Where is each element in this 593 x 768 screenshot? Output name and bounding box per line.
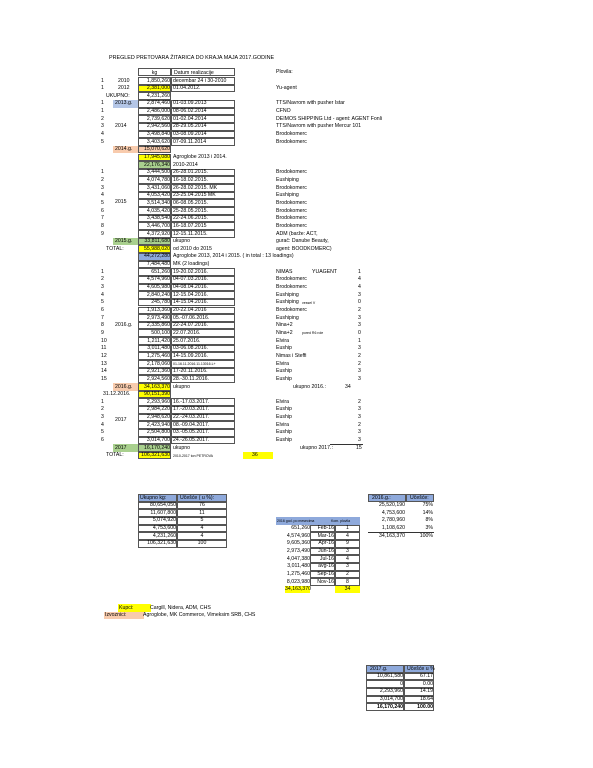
monthly-month: Jul-16 (319, 555, 334, 562)
agroglobe-text: Agroglobe 2013, 2014 i 2015. ( in total : 13 loadings) (173, 253, 294, 260)
kg-value: 651,260 (151, 268, 170, 275)
row-number: 1 (101, 398, 104, 405)
date-value: 28-29.05.2014 (173, 123, 207, 130)
ship-name: Eushiping (276, 192, 299, 199)
ship-name: Eushiping (276, 314, 299, 321)
kg-value: 245,780 (151, 299, 170, 306)
ship-name: Elvira (276, 360, 289, 367)
date-value: 28.-30.11.2016. (173, 375, 209, 382)
ship-name: Euship (276, 429, 292, 436)
kg-value: 2,973,490 (146, 314, 170, 321)
row-number: 4 (101, 131, 104, 138)
vessel-count: 3 (358, 368, 361, 375)
monthly-kg: 651,260 (291, 525, 310, 532)
row-number: 9 (101, 329, 104, 336)
row-number: 8 (101, 322, 104, 329)
s2016-kg: 25,520,190 (379, 502, 405, 509)
monthly-total: 34,163,370 (285, 586, 311, 593)
vessel-count: 2 (358, 398, 361, 405)
s2017-percent: 14.19 (420, 688, 433, 695)
vessel-count: 4 (358, 284, 361, 291)
vessel-count: 3 (358, 429, 361, 436)
ship-name: Brodokomerc (276, 207, 307, 214)
summary-percent: 100 (197, 540, 207, 547)
row-number: 5 (101, 138, 104, 145)
summary-kg: 80,654,050 (150, 502, 176, 509)
date-value: 16-18.07.2015 (173, 222, 207, 229)
kg-value: 2,874,460 (146, 100, 170, 107)
summary-kg: 4,231,260 (152, 532, 176, 539)
total-value: 55,988,020 (144, 245, 170, 252)
ship-name: Euship (276, 406, 292, 413)
year-total-value: 33,811,680 (144, 238, 170, 245)
row-number: 5 (101, 199, 104, 206)
s2016-kg: 1,108,620 (381, 525, 405, 532)
monthly-count: 3 (346, 563, 349, 570)
ship-name: Elvira (276, 337, 289, 344)
date-value: 14-15.09.2016. (173, 352, 208, 359)
kg-value: 2,293,960 (146, 398, 170, 405)
year-label: 2017 (115, 417, 127, 424)
row-number: 1 (101, 85, 104, 92)
date-value: 01.04.2012. (173, 85, 201, 92)
monthly-count: 4 (346, 532, 349, 539)
year-label: 2015 (115, 199, 127, 206)
row-number: 2 (101, 276, 104, 283)
row-number: 1 (101, 108, 104, 115)
vessel-count: 1 (358, 337, 361, 344)
year-total-value: 15,070,620 (144, 146, 170, 153)
row-number: 13 (101, 360, 107, 367)
ship-name: Brodokomerc (276, 307, 307, 313)
summary-kg: 106,321,630 (147, 540, 176, 547)
mk-text: MK (2 loadings) (173, 261, 210, 268)
kg-value: 1,275,460 (146, 352, 170, 359)
year-total-value: 34,163,370 (144, 383, 170, 390)
year-label: 2016.g. (115, 321, 133, 328)
kg-value: 3,438,540 (146, 215, 170, 222)
monthly-month: Nov-16 (317, 578, 334, 585)
ship-name: TTS/Navrom with pusher Istar (276, 100, 345, 107)
date-value: 05.-07.06.2016. (173, 314, 210, 321)
row-number: 2 (101, 406, 104, 413)
grand-total-value: 106,321,630 (141, 452, 170, 459)
year-total-text: ukupno (173, 383, 191, 390)
ship-name: ADM (barže: ACT, (276, 230, 318, 237)
s2017-kg: 3,014,700 (379, 696, 403, 703)
kg-value: 3,431,060 (146, 184, 170, 191)
agroglobe-value: 17,945,080 (144, 154, 170, 160)
s2017-header: Učešće u % (407, 665, 435, 672)
vessel-count: 2 (358, 352, 361, 359)
row-number: 6 (101, 437, 104, 444)
kg-value: 3,403,620 (146, 138, 170, 145)
monthly-count: 8 (346, 578, 349, 585)
kg-value: 3,011,480 (147, 345, 170, 352)
vessel-count: 3 (358, 414, 361, 421)
s2017-percent: 67.17 (420, 673, 433, 680)
s2017-kg: 2,293,960 (379, 688, 403, 695)
monthly-kg: 4,047,380 (286, 555, 310, 562)
date-value: decembar 24 i 30-2010 (173, 77, 227, 84)
total-label: TOTAL: (106, 245, 124, 252)
vessel-count: 3 (358, 437, 361, 444)
row-number: 1 (101, 169, 104, 176)
year-label: 2012 (118, 85, 130, 92)
kg-value: 1,913,360 (146, 307, 170, 313)
kg-value: 2,984,220 (146, 406, 170, 413)
grand-total-count: 36 (252, 452, 258, 459)
row-number: 12 (101, 352, 107, 359)
row-number: 11 (101, 345, 107, 352)
date-value: 23-25.04.2015 MK (173, 192, 216, 199)
range-text: 2010-2014 (173, 161, 198, 168)
date-value: 22.-24.03.2017. (173, 414, 210, 421)
summary-percent: 11 (199, 509, 205, 516)
ukupno-count: 34 (345, 383, 351, 390)
vessel-count: 3 (358, 375, 361, 382)
monthly-count: 9 (346, 540, 349, 547)
summary-percent: 4 (200, 532, 204, 539)
ship-extra: agent: BOODKOMERC) (276, 245, 332, 252)
monthly-kg: 4,574,960 (286, 532, 310, 539)
date-value: 01-03.09.2013 (173, 100, 207, 107)
total-text: od 2010 do 2015 (173, 245, 212, 252)
s2016-percent: 3% (425, 525, 433, 532)
s2017-total-percent: 100.00 (417, 703, 433, 710)
ship-extra: gurač: Danube Beauty, (276, 238, 329, 245)
row-number: 14 (101, 368, 107, 375)
kg-header: kg (151, 69, 158, 76)
monthly-header: Kom. plovila (331, 519, 351, 523)
monthly-kg: 9,605,360 (286, 540, 310, 547)
s2017-kg: 10,861,580 (377, 673, 403, 680)
izvoznici-text: Agroglobe, MK Commerce, Vimeksim SRB, CHS (143, 612, 256, 619)
vessel-count: 3 (358, 314, 361, 321)
date-value: 07-09.11.2014 (173, 138, 207, 145)
row-number: 10 (101, 337, 107, 344)
monthly-count: 2 (346, 571, 349, 578)
vessel-count: 3 (358, 345, 361, 352)
kg-value: 2,942,560 (146, 123, 170, 130)
year-total-label: 2017 (115, 444, 127, 451)
summary-percent: 5 (200, 517, 204, 524)
kg-value: 2,335,860 (146, 322, 170, 329)
kg-value: 500,100 (151, 329, 170, 336)
kg-value: 2,840,240 (146, 291, 170, 298)
row-number: 1 (101, 100, 104, 107)
ship-name: Brodokomerc (276, 199, 307, 206)
agroglobe-value: 44,272,280 (144, 253, 170, 260)
row-number: 6 (101, 207, 104, 214)
s2016-total-percent: 100% (419, 532, 433, 539)
year-total-label: 2014.g. (115, 146, 133, 153)
date-value: 01-16.11.2016.11.13016.L+ (173, 361, 216, 366)
date-value: 16.-17.03.2017. (173, 398, 210, 405)
kg-value: 3,514,340 (146, 199, 170, 206)
cumulative-value: 90,151,390 (144, 391, 170, 398)
s2017-percent: 18.64 (420, 696, 433, 703)
s2016-percent: 8% (425, 517, 433, 524)
ship-name: Brodokomerc (276, 284, 307, 291)
kg-value: 2,178,060 (146, 360, 170, 367)
ship-name: Brodokomerc (276, 169, 307, 176)
ship-name: Brodokomerc (276, 131, 307, 138)
row-number: 1 (101, 268, 104, 275)
date-value: 25.07.2016. (173, 337, 201, 344)
row-number: 3 (101, 123, 104, 130)
date-value: 19-20.02.2016. (173, 268, 208, 275)
ship-name: Euship (276, 414, 292, 421)
vessel-count: 3 (358, 406, 361, 413)
date-value: 04-08.04.2016. (173, 284, 208, 291)
kg-header-cell (138, 68, 171, 76)
ship-name: Elvira (276, 421, 289, 428)
ship-name: Brodokomerc (276, 138, 307, 145)
ship-name: TTS/Navrom with pusher Mercur 101 (276, 123, 362, 130)
date-value: 01-02.04.2014 (173, 115, 207, 122)
row-number: 8 (101, 222, 104, 229)
kg-value: 4,074,780 (146, 176, 170, 183)
year-total-label: 2015.g. (115, 238, 133, 245)
kg-value: 2,381,000 (146, 85, 170, 92)
date-header: Datum realizacije (174, 69, 214, 76)
date-value: 22.07.2016. (173, 329, 201, 336)
ship-name: Eushiping (276, 176, 299, 183)
s2017-header: 2017.g. (370, 665, 388, 672)
ship-name: Eushiping (276, 291, 299, 298)
vessel-count: 2 (358, 307, 361, 313)
summary-kg: 4,753,600 (152, 525, 176, 532)
vessel-count: 0 (358, 329, 361, 336)
kg-value: 2,921,360 (146, 368, 170, 375)
row-number: 9 (101, 230, 104, 237)
date-value: 03-08.09.2014 (173, 131, 207, 138)
kg-value: 4,372,920 (146, 230, 170, 237)
grand-total-label: TOTAL: (106, 452, 124, 459)
ship-name: Elvira (276, 398, 289, 405)
ship-name: Brodokomerc (276, 276, 307, 283)
monthly-kg: 3,011,480 (287, 563, 310, 570)
row-number: 7 (101, 215, 104, 222)
ukupno-label: ukupno 2017.: (300, 444, 333, 451)
ship-name: Nimas i Steffi (276, 352, 307, 359)
vessel-count: 2 (358, 421, 361, 428)
row-number: 15 (101, 375, 107, 382)
row-number: 2 (101, 115, 104, 122)
ship-name: Euship (276, 375, 292, 382)
monthly-month: Sep-16 (317, 571, 334, 578)
vessel-count: 3 (358, 322, 361, 329)
date-value: 08.-09.04.2017. (173, 421, 210, 428)
yuagent-header: YUAGENT (312, 268, 338, 275)
s2017-kg: 0 (400, 680, 403, 687)
ship-name: Brodokomerc (276, 184, 307, 191)
grand-count-bg (243, 452, 273, 460)
kg-value: 3,014,700 (146, 437, 170, 444)
date-value: 16-18.02.2015. (173, 176, 208, 183)
monthly-count: 1 (346, 525, 349, 532)
date-value: 22-24.07.2016. (173, 322, 208, 329)
kg-value: 3,446,700 (146, 222, 170, 229)
kg-value: 1,211,420 (147, 337, 170, 344)
date-value: 04-07.03.2016. (173, 276, 208, 283)
date-value: 06-08.05.2015. (173, 199, 208, 206)
row-number: 4 (101, 192, 104, 199)
ship-name: Euship (276, 437, 292, 444)
year-label: 2013.g. (115, 100, 133, 107)
monthly-month: avg-16 (318, 563, 334, 570)
vessel-count: 2 (358, 360, 361, 367)
date-header-cell (171, 68, 235, 76)
summary-percent: 76 (199, 502, 205, 509)
row-number: 7 (101, 314, 104, 321)
monthly-total-count: 34 (344, 586, 351, 593)
row-number: 2 (101, 176, 104, 183)
kupci-label: Kupci: (119, 604, 134, 611)
monthly-count: 3 (346, 548, 349, 555)
row-number: 4 (101, 291, 104, 298)
s2016-percent: 75% (422, 502, 433, 509)
date-value: 17.-20.03.2017. (173, 406, 210, 413)
ship-note: vessel V (302, 300, 316, 305)
izvoznici-label: Izvoznici: (105, 612, 127, 619)
s2017-percent: 0.00 (422, 680, 433, 687)
s2016-header: 2016.g.: (372, 494, 391, 501)
ship-name: Nina+2 (276, 329, 293, 336)
mk-value: 7,484,480 (146, 261, 170, 268)
ship-name: Brodokomerc (276, 222, 307, 229)
kg-value: 2,924,560 (146, 375, 170, 382)
monthly-count: 4 (346, 555, 349, 562)
range-value: 22,176,340 (144, 161, 170, 168)
ship-name: DEIMOS SHIPPING Ltd - agent: AGENT Fonli (276, 115, 382, 122)
year-label: 2010 (118, 77, 130, 84)
s2016-kg: 2,780,960 (381, 517, 405, 524)
monthly-kg: 8,023,980 (286, 578, 310, 585)
date-value: 17-20.11.2016. (173, 368, 208, 375)
subtotal-label: UKUPNO: (106, 92, 130, 99)
cumulative-label: 31.12.2016. (103, 391, 131, 398)
summary-kg: 5,074,920 (152, 517, 176, 524)
row-number: 5 (101, 299, 104, 306)
kg-value: 2,948,620 (146, 414, 170, 421)
year-total-label: 2016.g. (115, 383, 133, 390)
year-total-value: 16,170,240 (144, 444, 170, 451)
kg-value: 4,053,420 (146, 192, 170, 199)
date-value: 24.-26.05.2017. (173, 437, 210, 444)
date-value: 25-28.05.2015. (173, 207, 208, 214)
ship-name: Euship (276, 368, 292, 375)
monthly-month: Mar-16 (317, 532, 334, 539)
row-number: 4 (101, 421, 104, 428)
year-label: 2014 (115, 122, 127, 129)
agroglobe-text: Agroglobe 2013 i 2014. (173, 154, 227, 160)
row-number: 3 (101, 414, 104, 421)
date-value: 08-06.02.2014 (173, 108, 207, 115)
row-number: 5 (101, 429, 104, 436)
ship-name: Brodokomerc (276, 215, 307, 222)
vessel-count: 1 (358, 268, 361, 275)
kg-value: 4,574,960 (146, 276, 170, 283)
row-number: 6 (101, 307, 104, 313)
summary-percent: 4 (200, 525, 204, 532)
s2016-percent: 14% (422, 509, 433, 516)
ship-name: Eushiping (276, 299, 299, 306)
date-value: 14-15.04.2016. (173, 299, 208, 306)
monthly-month: Jun-16 (318, 548, 334, 555)
year-total-text: ukupno (173, 238, 191, 245)
summary-header: Učešće ( u %): (180, 494, 215, 501)
nimas-header: NIMAS (276, 268, 293, 275)
grand-total-text: 2010-2017 ton PETROVA (173, 453, 214, 458)
row-number: 1 (101, 77, 104, 84)
s2016-kg: 4,753,600 (381, 509, 405, 516)
kg-value: 3,444,500 (146, 169, 170, 176)
monthly-month: Feb-16 (317, 525, 334, 532)
date-value: 03.-05.05.2017. (173, 429, 210, 436)
date-value: 26-28.02.2015. MK (173, 184, 218, 191)
monthly-kg: 1,275,460 (286, 571, 310, 578)
document-title: PREGLED PRETOVARA ŽITARICA DO KRAJA MAJA 2017.GODINE (109, 55, 275, 61)
s2017-total: 16,170,240 (377, 703, 403, 710)
kg-value: 4,035,420 (146, 207, 170, 214)
kg-value: 3,498,840 (146, 131, 170, 138)
ukupno-label: ukupno 2016.: (293, 383, 326, 390)
kg-value: 2,504,800 (146, 429, 170, 436)
s2016-header: Učešće: (410, 494, 429, 501)
kg-value: 2,486,000 (146, 108, 170, 115)
subtotal-value: 4,231,260 (146, 92, 170, 99)
monthly-month: Apr-16 (318, 540, 334, 547)
row-number: 3 (101, 184, 104, 191)
vessel-count: 3 (358, 291, 361, 298)
s2016-total: 34,163,370 (379, 532, 405, 539)
ship-name: CFNO (276, 108, 291, 115)
date-value: 22-24.06.2015. (173, 215, 208, 222)
kupci-text: Cargill, Nidera, ADM, CHS (150, 604, 211, 611)
kg-value: 2,739,620 (146, 115, 170, 122)
date-value: 20-22.04.2016 (173, 307, 207, 313)
vessel-count: 0 (358, 299, 361, 306)
ship-name: Yu-agent (276, 85, 297, 92)
summary-kg: 11,607,800 (150, 509, 176, 516)
ship-name: Nina+2 (276, 322, 293, 329)
row-number: 3 (101, 284, 104, 291)
ukupno-count: 15 (356, 444, 362, 451)
year-total-text: ukupno (173, 444, 191, 451)
ships-header: Plovila: (276, 69, 293, 75)
date-value: 12-15.04.2016. (173, 291, 208, 298)
summary-header: Ukupno kg: (140, 494, 167, 501)
ship-note: pored R6 role (302, 331, 324, 336)
date-value: 03-06.08.2016. (173, 345, 208, 352)
date-value: 12-15.11.2015. (173, 230, 208, 237)
monthly-header: 2016 god. po mesecima (277, 519, 315, 523)
kg-value: 4,605,980 (146, 284, 170, 291)
kg-value: 1,850,260 (146, 77, 170, 84)
date-value: 26-28.01.2015. (173, 169, 208, 176)
vessel-count: 4 (358, 276, 361, 283)
ship-name: Euship (276, 345, 292, 352)
kg-value: 2,423,940 (146, 421, 170, 428)
monthly-kg: 2,973,490 (286, 548, 310, 555)
